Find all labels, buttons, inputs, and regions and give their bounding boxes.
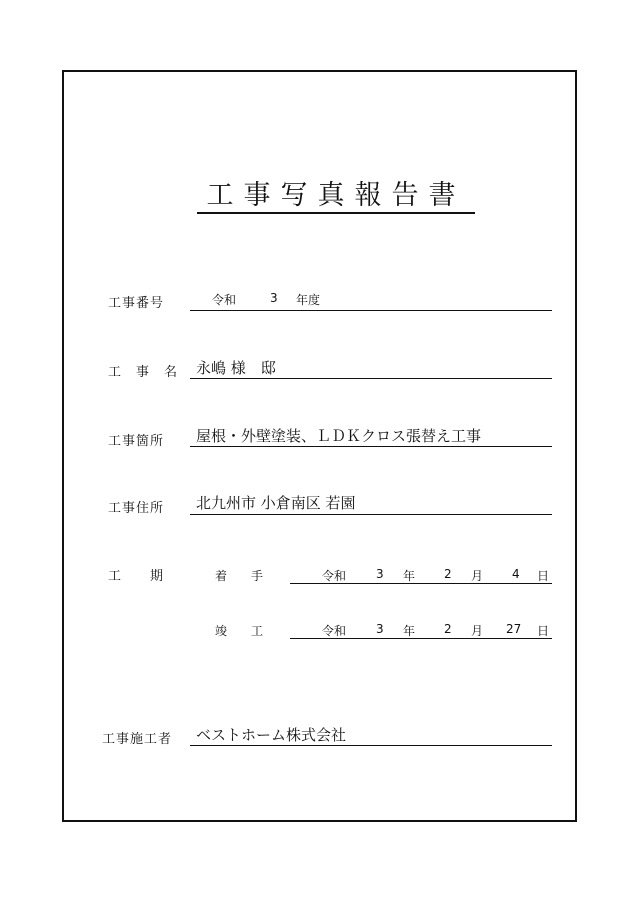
start-month-unit: 月 bbox=[471, 569, 484, 583]
start-month: 2 bbox=[444, 567, 452, 581]
number-year: 3 bbox=[270, 291, 278, 305]
start-era: 令和 bbox=[322, 569, 347, 583]
project-location-value: 屋根・外壁塗装、ＬＤＫクロス張替え工事 bbox=[196, 427, 482, 445]
project-name-value: 永嶋 様 邸 bbox=[196, 359, 276, 377]
number-era: 令和 bbox=[212, 293, 237, 307]
label-project-location: 工事箇所 bbox=[108, 434, 165, 449]
start-year-unit: 年 bbox=[403, 569, 416, 583]
location-underline bbox=[190, 446, 552, 447]
contractor-value: ベストホーム株式会社 bbox=[196, 726, 347, 744]
start-day-unit: 日 bbox=[537, 569, 550, 583]
label-project-name: 工 事 名 bbox=[108, 365, 179, 380]
end-label: 竣 工 bbox=[215, 624, 264, 638]
end-month-unit: 月 bbox=[471, 624, 484, 638]
page-title: 工事写真報告書 bbox=[197, 180, 475, 214]
label-contractor: 工事施工者 bbox=[102, 732, 173, 747]
number-suffix: 年度 bbox=[296, 293, 321, 307]
start-day: 4 bbox=[512, 567, 520, 581]
label-project-address: 工事住所 bbox=[108, 501, 165, 516]
number-underline bbox=[190, 310, 552, 311]
label-project-period: 工 期 bbox=[108, 569, 165, 584]
address-underline bbox=[190, 514, 552, 515]
end-day-unit: 日 bbox=[537, 624, 550, 638]
end-year-unit: 年 bbox=[403, 624, 416, 638]
start-label: 着 手 bbox=[215, 569, 264, 583]
label-project-number: 工事番号 bbox=[108, 296, 165, 311]
end-day: 27 bbox=[506, 622, 522, 636]
project-address-value: 北九州市 小倉南区 若園 bbox=[196, 494, 356, 512]
start-year: 3 bbox=[376, 567, 384, 581]
end-underline bbox=[290, 638, 552, 639]
name-underline bbox=[190, 378, 552, 379]
start-underline bbox=[290, 583, 552, 584]
end-era: 令和 bbox=[322, 624, 347, 638]
end-year: 3 bbox=[376, 622, 384, 636]
contractor-underline bbox=[190, 745, 552, 746]
end-month: 2 bbox=[444, 622, 452, 636]
